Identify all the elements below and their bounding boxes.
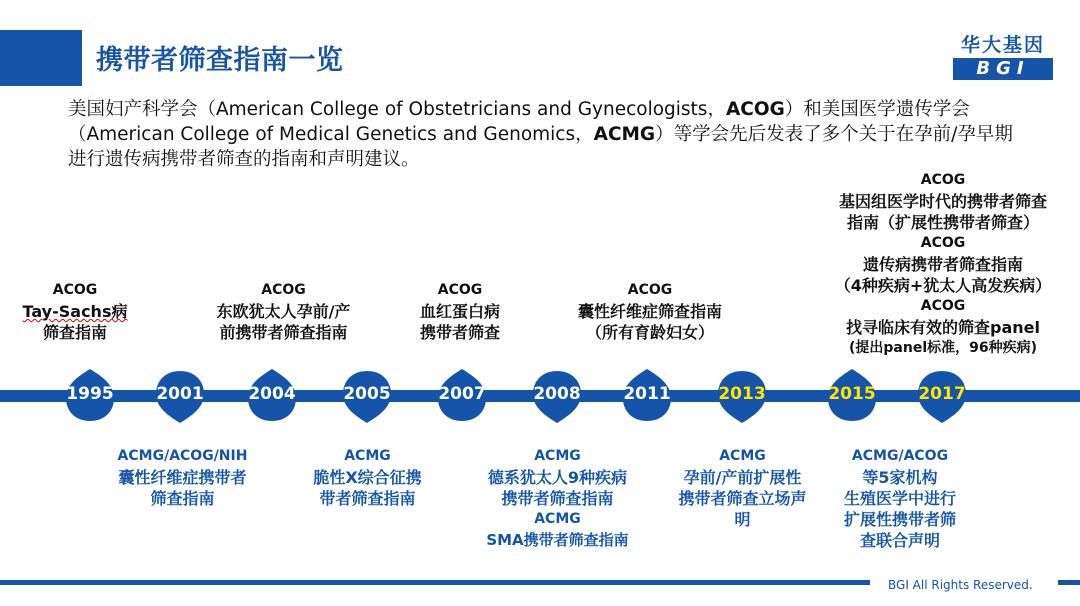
year-marker-2017 (915, 369, 969, 423)
label-2015-org: ACMG/ACOG (851, 448, 949, 464)
label-2008-org-2: ACMG (534, 511, 581, 527)
year-label-2013: 2013 (718, 384, 766, 404)
label-2001-line-1: 囊性纤维症携带者 (118, 468, 247, 487)
label-2015-line-2: 生殖医学中进行 (843, 489, 956, 508)
label-2017-org-2: ACOG (920, 235, 966, 251)
year-marker-2015 (825, 369, 879, 423)
year-label-2007: 2007 (438, 384, 486, 404)
label-2005-org: ACMG (344, 448, 391, 464)
logo-chinese-text: 华大基因 (960, 34, 1045, 56)
label-2005 (300, 446, 435, 509)
label-2015-line-1: 等5家机构 (862, 468, 938, 487)
label-2017-line-6: (提出panel标准，96种疾病) (848, 340, 1037, 356)
year-marker-2001 (153, 369, 207, 423)
year-label-1995: 1995 (66, 384, 114, 404)
label-2007 (400, 280, 520, 343)
year-marker-2005 (340, 369, 394, 423)
label-2017-org-3: ACOG (920, 298, 966, 314)
label-2017-line-5: 找寻临床有效的筛查panel (846, 318, 1040, 337)
label-2007-org: ACOG (437, 282, 483, 298)
label-2017-line-1: 基因组医学时代的携带者筛查 (838, 192, 1047, 211)
intro-paragraph (68, 97, 1028, 172)
label-2013-line-3: 明 (734, 510, 751, 529)
label-2017-line-4: （4种疾病+犹太人高发疾病） (834, 276, 1052, 295)
label-2013 (665, 446, 820, 530)
year-marker-2004 (245, 369, 299, 423)
label-2004 (196, 280, 371, 343)
label-2007-line-1: 血红蛋白病 (419, 302, 500, 321)
label-2017-line-3: 遗传病携带者筛查指南 (862, 255, 1023, 274)
label-2011-line-1: 囊性纤维症筛查指南 (577, 302, 722, 321)
intro-text-1: 美国妇产科学会（American College of Obstetricians and Gynecologists， (68, 99, 726, 120)
label-2004-line-2: 前携带者筛查指南 (219, 323, 348, 342)
label-2008 (470, 446, 645, 551)
label-2015-line-4: 查联合声明 (859, 531, 940, 550)
year-label-2015: 2015 (828, 384, 876, 404)
intro-acmg: ACMG (593, 124, 656, 145)
label-2007-line-2: 携带者筛查 (419, 323, 500, 342)
page-title: 携带者筛查指南一览 (96, 45, 344, 76)
year-label-2011: 2011 (623, 384, 671, 404)
intro-text-2: ）和美国医学遗传学会（American College of Medical Genetics and Genomics， (68, 99, 970, 145)
year-label-2005: 2005 (343, 384, 391, 404)
year-marker-2007 (435, 369, 489, 423)
label-2008-org-1: ACMG (534, 448, 581, 464)
footer-rule-left (0, 580, 870, 585)
label-2017-line-2: 指南（扩展性携带者筛查） (846, 213, 1039, 232)
title-accent-bar (0, 30, 82, 86)
label-1995-line-1: Tay-Sachs病 (22, 302, 128, 321)
label-2008-line-2: 携带者筛查指南 (501, 489, 614, 508)
label-2013-org: ACMG (719, 448, 766, 464)
label-1995-org: ACOG (52, 282, 98, 298)
label-2008-line-1: 德系犹太人9种疾病 (487, 468, 628, 487)
year-marker-2013 (715, 369, 769, 423)
label-2005-line-1: 脆性X综合征携 (313, 468, 422, 487)
year-label-2017: 2017 (918, 384, 966, 404)
label-2008-line-3: SMA携带者筛查指南 (486, 531, 629, 549)
label-2005-line-2: 带者筛查指南 (319, 489, 416, 508)
intro-text-3: ）等学会先后发表了多个关于在孕前/孕早期进行遗传病携带者筛查的指南和声明建议。 (68, 124, 1013, 170)
year-marker-1995 (63, 369, 117, 423)
label-2001-line-2: 筛查指南 (150, 489, 215, 508)
year-marker-2008 (530, 369, 584, 423)
bgi-logo (953, 34, 1053, 82)
label-2015 (825, 446, 975, 551)
footer-copyright: BGI All Rights Reserved. (888, 578, 1033, 592)
footer-rule-right (1058, 580, 1080, 585)
year-marker-2011 (620, 369, 674, 423)
label-2004-line-1: 东欧犹太人孕前/产 (216, 302, 351, 321)
label-2001 (100, 446, 265, 509)
year-label-2001: 2001 (156, 384, 204, 404)
label-1995-line-2: 筛查指南 (42, 323, 107, 342)
logo-english-text: BGI (953, 58, 1053, 80)
label-2015-line-3: 扩展性携带者筛 (843, 510, 956, 529)
label-2017-org-1: ACOG (920, 172, 966, 188)
intro-acog: ACOG (725, 99, 785, 120)
year-label-2004: 2004 (248, 384, 296, 404)
label-2017 (818, 170, 1068, 359)
label-1995 (20, 280, 130, 343)
label-2004-org: ACOG (261, 282, 306, 298)
label-2001-org: ACMG/ACOG/NIH (117, 448, 248, 464)
label-2011-line-2: （所有育龄妇女） (585, 323, 714, 342)
label-2013-line-2: 携带者筛查立场声 (678, 489, 807, 508)
label-2011 (560, 280, 740, 343)
label-2013-line-1: 孕前/产前扩展性 (683, 468, 802, 487)
year-label-2008: 2008 (533, 384, 581, 404)
label-2011-org: ACOG (627, 282, 673, 298)
